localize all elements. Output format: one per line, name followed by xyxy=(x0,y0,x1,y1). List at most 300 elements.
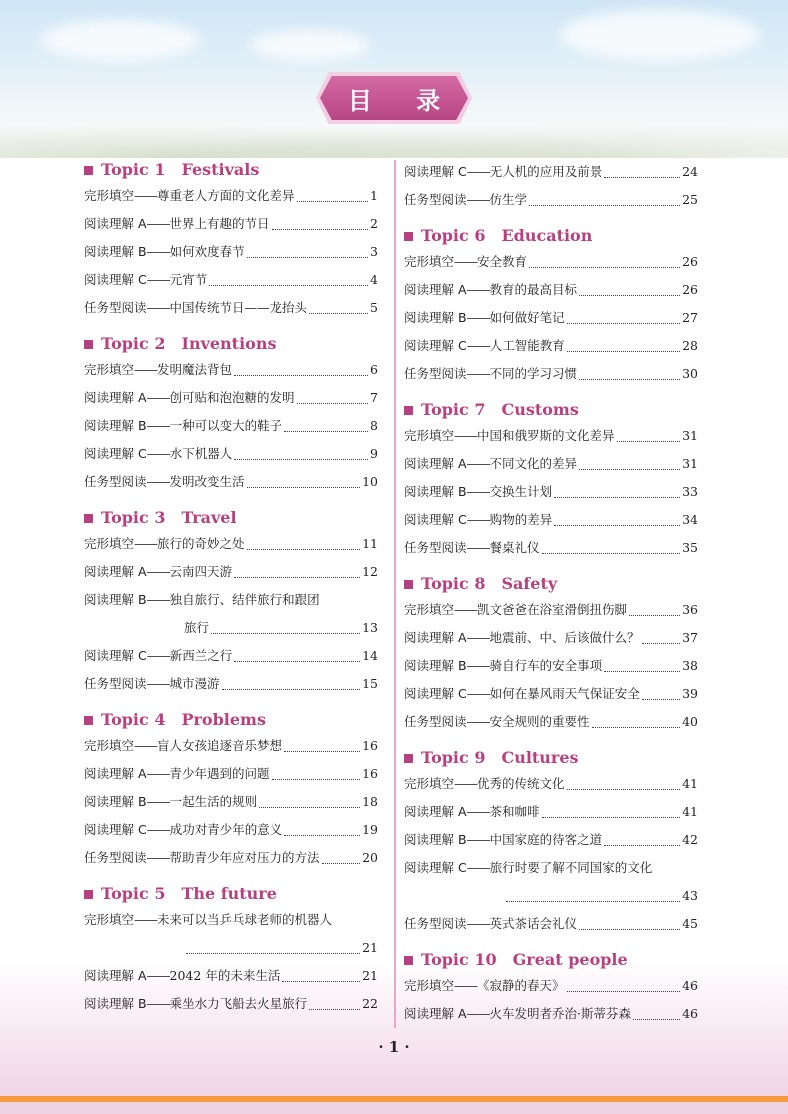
leader-dots xyxy=(297,403,369,404)
entry-dash: —— xyxy=(466,916,490,931)
entry-page-number: 1 xyxy=(370,188,378,203)
entry-page-number: 30 xyxy=(682,366,698,381)
entry-dash: —— xyxy=(454,978,478,993)
entry-type-label: 完形填空 xyxy=(84,738,135,753)
page-number: · 1 · xyxy=(378,1038,410,1056)
square-bullet-icon xyxy=(404,580,413,589)
entry-page-number: 19 xyxy=(362,822,378,837)
entry-dash: —— xyxy=(466,484,490,499)
topic-number: Topic 1 xyxy=(101,160,166,179)
topic-name: The future xyxy=(181,884,277,903)
entry-title: 2042 年的未来生活 xyxy=(169,968,281,983)
toc-entry[interactable] xyxy=(404,276,698,304)
entry-title: 青少年遇到的问题 xyxy=(169,766,270,781)
topic-name: Education xyxy=(501,226,593,245)
entry-title: 如何欢度春节 xyxy=(169,244,245,259)
entry-dash: —— xyxy=(146,822,170,837)
toc-entry[interactable] xyxy=(404,360,698,388)
entry-title: 教育的最高目标 xyxy=(489,282,578,297)
entry-dash: —— xyxy=(146,300,170,315)
leader-dots xyxy=(322,863,361,864)
leader-dots xyxy=(272,229,369,230)
entry-dash: —— xyxy=(466,630,490,645)
topic-heading xyxy=(404,948,698,972)
entry-type-label: 任务型阅读 xyxy=(404,192,467,207)
leader-dots xyxy=(617,441,681,442)
entry-page-number: 10 xyxy=(362,474,378,489)
entry-type-label: 阅读理解 B xyxy=(84,418,147,433)
entry-dash: —— xyxy=(466,366,490,381)
entry-type-label: 阅读理解 A xyxy=(84,216,147,231)
entry-title: 元宵节 xyxy=(169,272,208,287)
entry-page-number: 11 xyxy=(362,536,378,551)
leader-dots xyxy=(234,375,368,376)
topic-name: Travel xyxy=(181,508,237,527)
entry-title: 一种可以变大的鞋子 xyxy=(169,418,283,433)
entry-page-number: 33 xyxy=(682,484,698,499)
toc-entry[interactable] xyxy=(84,210,378,238)
entry-page-number: 27 xyxy=(682,310,698,325)
entry-title: 茶和咖啡 xyxy=(489,804,540,819)
entry-title: 凯文爸爸在浴室滑倒扭伤脚 xyxy=(477,602,628,617)
entry-dash: —— xyxy=(466,686,490,701)
toc-entry[interactable] xyxy=(404,158,698,186)
topic-name: Festivals xyxy=(181,160,260,179)
entry-page-number: 13 xyxy=(362,620,378,635)
leader-dots xyxy=(284,835,360,836)
toc-entry[interactable] xyxy=(404,854,698,882)
entry-page-number: 46 xyxy=(682,978,698,993)
entry-title: 城市漫游 xyxy=(169,676,220,691)
square-bullet-icon xyxy=(404,754,413,763)
section-gap xyxy=(404,938,698,948)
toc-entry[interactable] xyxy=(84,558,378,586)
toc-entry[interactable] xyxy=(84,356,378,384)
entry-title: 帮助青少年应对压力的方法 xyxy=(169,850,320,865)
toc-entry[interactable] xyxy=(404,450,698,478)
entry-type-label: 阅读理解 A xyxy=(404,1006,467,1021)
entry-title: 骑自行车的安全事项 xyxy=(489,658,603,673)
entry-type-label: 阅读理解 A xyxy=(404,456,467,471)
toc-left-column xyxy=(84,158,378,1018)
entry-title: 云南四天游 xyxy=(169,564,233,579)
toc-entry[interactable] xyxy=(404,248,698,276)
leader-dots xyxy=(542,817,681,818)
leader-dots xyxy=(222,689,361,690)
entry-page-number: 28 xyxy=(682,338,698,353)
entry-page-number: 4 xyxy=(370,272,378,287)
toc-entry[interactable] xyxy=(404,1000,698,1028)
entry-dash: —— xyxy=(146,272,170,287)
topic-heading xyxy=(84,158,378,182)
entry-page-number: 6 xyxy=(370,362,378,377)
entry-dash: —— xyxy=(146,996,170,1011)
leader-dots xyxy=(506,901,680,902)
leader-dots xyxy=(592,727,681,728)
leader-dots xyxy=(579,379,680,380)
entry-title: 发明魔法背包 xyxy=(157,362,233,377)
entry-title: 未来可以当乒乓球老师的机器人 xyxy=(157,912,333,927)
entry-dash: —— xyxy=(466,540,490,555)
toc-entry-continuation[interactable] xyxy=(84,934,378,962)
cloud-decoration xyxy=(40,20,200,60)
entry-type-label: 阅读理解 B xyxy=(404,484,467,499)
section-gap xyxy=(404,388,698,398)
entry-dash: —— xyxy=(466,338,490,353)
entry-page-number: 7 xyxy=(370,390,378,405)
entry-type-label: 阅读理解 C xyxy=(404,512,467,527)
entry-page-number: 21 xyxy=(362,968,378,983)
entry-type-label: 阅读理解 C xyxy=(404,164,467,179)
topic-number: Topic 3 xyxy=(101,508,166,527)
entry-dash: —— xyxy=(466,714,490,729)
leader-dots xyxy=(529,205,680,206)
entry-dash: —— xyxy=(146,794,170,809)
toc-entry[interactable] xyxy=(404,478,698,506)
toc-entry[interactable] xyxy=(404,652,698,680)
entry-title: 一起生活的规则 xyxy=(169,794,258,809)
leader-dots xyxy=(247,257,368,258)
topic-heading xyxy=(404,746,698,770)
entry-dash: —— xyxy=(146,766,170,781)
entry-title: 如何在暴风雨天气保证安全 xyxy=(489,686,640,701)
toc-entry-continuation[interactable] xyxy=(84,614,378,642)
leader-dots xyxy=(567,789,681,790)
entry-type-label: 阅读理解 A xyxy=(84,968,147,983)
entry-title: 成功对青少年的意义 xyxy=(169,822,283,837)
entry-title: 英式茶话会礼仪 xyxy=(489,916,578,931)
entry-type-label: 阅读理解 A xyxy=(84,564,147,579)
entry-title: 火车发明者乔治·斯蒂芬森 xyxy=(489,1006,632,1021)
entry-title: 人工智能教育 xyxy=(489,338,565,353)
entry-type-label: 完形填空 xyxy=(404,254,455,269)
toc-entry[interactable] xyxy=(404,506,698,534)
toc-entry[interactable] xyxy=(84,732,378,760)
toc-entry[interactable] xyxy=(84,670,378,698)
leader-dots xyxy=(284,751,360,752)
entry-type-label: 完形填空 xyxy=(84,362,135,377)
toc-entry[interactable] xyxy=(404,624,698,652)
square-bullet-icon xyxy=(404,956,413,965)
entry-type-label: 完形填空 xyxy=(84,188,135,203)
toc-entry[interactable] xyxy=(84,962,378,990)
entry-dash: —— xyxy=(146,244,170,259)
square-bullet-icon xyxy=(84,514,93,523)
entry-type-label: 阅读理解 B xyxy=(404,658,467,673)
entry-type-label: 完形填空 xyxy=(404,978,455,993)
leader-dots xyxy=(579,929,680,930)
toc-entry[interactable] xyxy=(84,844,378,872)
entry-type-label: 阅读理解 C xyxy=(404,686,467,701)
entry-page-number: 5 xyxy=(370,300,378,315)
toc-entry[interactable] xyxy=(84,990,378,1018)
entry-dash: —— xyxy=(146,676,170,691)
entry-page-number: 9 xyxy=(370,446,378,461)
entry-title: 安全规则的重要性 xyxy=(489,714,590,729)
topic-heading xyxy=(84,708,378,732)
section-gap xyxy=(84,698,378,708)
toc-entry[interactable] xyxy=(84,294,378,322)
toc-entry[interactable] xyxy=(404,798,698,826)
entry-title: 交换生计划 xyxy=(489,484,553,499)
square-bullet-icon xyxy=(84,716,93,725)
entry-page-number: 46 xyxy=(682,1006,698,1021)
topic-number: Topic 5 xyxy=(101,884,166,903)
toc-entry[interactable] xyxy=(404,534,698,562)
entry-title: 安全教育 xyxy=(477,254,528,269)
toc-entry[interactable] xyxy=(404,708,698,736)
topic-number: Topic 4 xyxy=(101,710,166,729)
entry-dash: —— xyxy=(146,564,170,579)
entry-type-label: 完形填空 xyxy=(404,428,455,443)
square-bullet-icon xyxy=(404,232,413,241)
leader-dots xyxy=(554,525,680,526)
leader-dots xyxy=(604,671,680,672)
page-title: 目 录 xyxy=(347,86,459,115)
entry-page-number: 18 xyxy=(362,794,378,809)
toc-entry[interactable] xyxy=(84,788,378,816)
entry-title: 水下机器人 xyxy=(169,446,233,461)
entry-dash: —— xyxy=(466,282,490,297)
entry-type-label: 完形填空 xyxy=(84,912,135,927)
leader-dots xyxy=(642,699,680,700)
entry-type-label: 任务型阅读 xyxy=(84,676,147,691)
entry-dash: —— xyxy=(454,776,478,791)
entry-page-number: 35 xyxy=(682,540,698,555)
section-gap xyxy=(404,562,698,572)
entry-page-number: 26 xyxy=(682,254,698,269)
entry-page-number: 14 xyxy=(362,648,378,663)
entry-type-label: 阅读理解 C xyxy=(404,338,467,353)
entry-type-label: 完形填空 xyxy=(404,776,455,791)
entry-page-number: 3 xyxy=(370,244,378,259)
toc-entry[interactable] xyxy=(404,332,698,360)
landscape-decoration xyxy=(0,118,788,158)
entry-type-label: 阅读理解 A xyxy=(404,282,467,297)
entry-page-number: 16 xyxy=(362,766,378,781)
leader-dots xyxy=(542,553,681,554)
entry-type-label: 阅读理解 C xyxy=(84,822,147,837)
entry-page-number: 43 xyxy=(682,888,698,903)
leader-dots xyxy=(604,177,680,178)
entry-page-number: 15 xyxy=(362,676,378,691)
square-bullet-icon xyxy=(84,890,93,899)
entry-title: 独自旅行、结伴旅行和跟团 xyxy=(169,592,320,607)
leader-dots xyxy=(186,953,360,954)
entry-page-number: 34 xyxy=(682,512,698,527)
leader-dots xyxy=(567,991,681,992)
column-divider xyxy=(394,160,396,1028)
toc-entry[interactable] xyxy=(404,910,698,938)
entry-dash: —— xyxy=(134,536,158,551)
topic-heading xyxy=(84,882,378,906)
entry-title: 无人机的应用及前景 xyxy=(489,164,603,179)
toc-entry[interactable] xyxy=(84,816,378,844)
toc-entry[interactable] xyxy=(84,182,378,210)
entry-type-label: 阅读理解 C xyxy=(84,648,147,663)
topic-name: Cultures xyxy=(501,748,579,767)
entry-dash: —— xyxy=(146,216,170,231)
entry-type-label: 阅读理解 B xyxy=(84,244,147,259)
topic-heading xyxy=(84,506,378,530)
leader-dots xyxy=(529,267,680,268)
entry-type-label: 任务型阅读 xyxy=(404,714,467,729)
toc-entry[interactable] xyxy=(84,266,378,294)
entry-dash: —— xyxy=(454,428,478,443)
topic-name: Customs xyxy=(501,400,579,419)
toc-entry[interactable] xyxy=(404,972,698,1000)
section-gap xyxy=(84,872,378,882)
square-bullet-icon xyxy=(84,340,93,349)
entry-title: 购物的差异 xyxy=(489,512,553,527)
entry-dash: —— xyxy=(466,456,490,471)
entry-title: 不同文化的差异 xyxy=(489,456,578,471)
topic-number: Topic 8 xyxy=(421,574,486,593)
entry-page-number: 45 xyxy=(682,916,698,931)
square-bullet-icon xyxy=(404,406,413,415)
entry-type-label: 任务型阅读 xyxy=(404,916,467,931)
entry-title: 中国家庭的待客之道 xyxy=(489,832,603,847)
entry-page-number: 31 xyxy=(682,456,698,471)
toc-entry[interactable] xyxy=(84,906,378,934)
leader-dots xyxy=(629,615,680,616)
entry-title: 餐桌礼仪 xyxy=(489,540,540,555)
entry-dash: —— xyxy=(466,804,490,819)
topic-number: Topic 10 xyxy=(421,950,497,969)
entry-title: 旅行时要了解不同国家的文化 xyxy=(489,860,653,875)
entry-dash: —— xyxy=(454,602,478,617)
entry-page-number: 42 xyxy=(682,832,698,847)
entry-dash: —— xyxy=(466,658,490,673)
entry-dash: —— xyxy=(146,850,170,865)
leader-dots xyxy=(567,351,680,352)
entry-title: 旅行的奇妙之处 xyxy=(157,536,245,551)
section-gap xyxy=(84,322,378,332)
entry-page-number: 41 xyxy=(682,776,698,791)
entry-title: 盲人女孩追逐音乐梦想 xyxy=(157,738,283,753)
leader-dots xyxy=(234,577,360,578)
entry-page-number: 16 xyxy=(362,738,378,753)
entry-page-number: 25 xyxy=(682,192,698,207)
entry-dash: —— xyxy=(146,968,170,983)
entry-type-label: 阅读理解 A xyxy=(84,390,147,405)
toc-entry[interactable] xyxy=(84,642,378,670)
entry-dash: —— xyxy=(134,362,158,377)
topic-name: Inventions xyxy=(181,334,277,353)
toc-entry[interactable] xyxy=(84,440,378,468)
toc-entry[interactable] xyxy=(404,680,698,708)
topic-number: Topic 7 xyxy=(421,400,486,419)
leader-dots xyxy=(309,313,368,314)
toc-entry[interactable] xyxy=(404,596,698,624)
entry-page-number: 37 xyxy=(682,630,698,645)
cloud-decoration xyxy=(250,30,370,60)
toc-right-column xyxy=(404,158,698,1028)
entry-page-number: 2 xyxy=(370,216,378,231)
entry-page-number: 24 xyxy=(682,164,698,179)
leader-dots xyxy=(567,323,681,324)
entry-dash: —— xyxy=(466,164,490,179)
toc-entry[interactable] xyxy=(404,770,698,798)
leader-dots xyxy=(234,459,368,460)
toc-entry-continuation[interactable] xyxy=(404,882,698,910)
entry-page-number: 20 xyxy=(362,850,378,865)
entry-type-label: 任务型阅读 xyxy=(404,540,467,555)
entry-type-label: 阅读理解 B xyxy=(404,832,467,847)
entry-page-number: 21 xyxy=(362,940,378,955)
topic-name: Safety xyxy=(501,574,558,593)
entry-type-label: 阅读理解 C xyxy=(84,446,147,461)
entry-title: 地震前、中、后该做什么？ xyxy=(489,630,640,645)
topic-name: Great people xyxy=(512,950,628,969)
entry-title: 世界上有趣的节日 xyxy=(169,216,270,231)
cloud-decoration xyxy=(560,10,760,60)
entry-title: 乘坐水力飞船去火星旅行 xyxy=(169,996,308,1011)
toc-entry[interactable] xyxy=(84,384,378,412)
entry-title: 新西兰之行 xyxy=(169,648,233,663)
topic-name: Problems xyxy=(181,710,266,729)
toc-entry[interactable] xyxy=(84,238,378,266)
toc-entry[interactable] xyxy=(404,186,698,214)
entry-dash: —— xyxy=(146,390,170,405)
toc-entry[interactable] xyxy=(84,468,378,496)
entry-title: 如何做好笔记 xyxy=(489,310,565,325)
entry-type-label: 阅读理解 A xyxy=(404,804,467,819)
entry-type-label: 任务型阅读 xyxy=(84,474,147,489)
entry-type-label: 阅读理解 B xyxy=(84,996,147,1011)
entry-type-label: 阅读理解 C xyxy=(84,272,147,287)
entry-type-label: 完形填空 xyxy=(404,602,455,617)
entry-title: 尊重老人方面的文化差异 xyxy=(157,188,295,203)
entry-dash: —— xyxy=(466,1006,490,1021)
section-gap xyxy=(404,214,698,224)
entry-title: 发明改变生活 xyxy=(169,474,245,489)
topic-heading xyxy=(404,398,698,422)
topic-number: Topic 2 xyxy=(101,334,166,353)
leader-dots xyxy=(211,633,360,634)
entry-page-number: 40 xyxy=(682,714,698,729)
entry-type-label: 任务型阅读 xyxy=(84,850,147,865)
toc-entry[interactable] xyxy=(404,304,698,332)
toc-entry[interactable] xyxy=(404,422,698,450)
toc-entry[interactable] xyxy=(84,412,378,440)
entry-dash: —— xyxy=(466,512,490,527)
entry-dash: —— xyxy=(146,418,170,433)
entry-type-label: 阅读理解 B xyxy=(84,794,147,809)
entry-type-label: 阅读理解 B xyxy=(404,310,467,325)
entry-title-continuation: 旅行 xyxy=(184,620,210,635)
entry-dash: —— xyxy=(146,446,170,461)
entry-title: 中国和俄罗斯的文化差异 xyxy=(477,428,615,443)
leader-dots xyxy=(579,469,680,470)
entry-dash: —— xyxy=(146,592,170,607)
entry-title: 不同的学习习惯 xyxy=(489,366,578,381)
topic-heading xyxy=(84,332,378,356)
leader-dots xyxy=(604,845,680,846)
leader-dots xyxy=(247,487,361,488)
entry-title: 创可贴和泡泡糖的发明 xyxy=(169,390,295,405)
toc-entry[interactable] xyxy=(404,826,698,854)
entry-type-label: 完形填空 xyxy=(84,536,135,551)
entry-page-number: 39 xyxy=(682,686,698,701)
toc-entry[interactable] xyxy=(84,586,378,614)
page-title-banner xyxy=(320,76,468,120)
toc-entry[interactable] xyxy=(84,530,378,558)
entry-title: 仿生学 xyxy=(489,192,528,207)
entry-dash: —— xyxy=(454,254,478,269)
entry-type-label: 阅读理解 B xyxy=(84,592,147,607)
toc-entry[interactable] xyxy=(84,760,378,788)
